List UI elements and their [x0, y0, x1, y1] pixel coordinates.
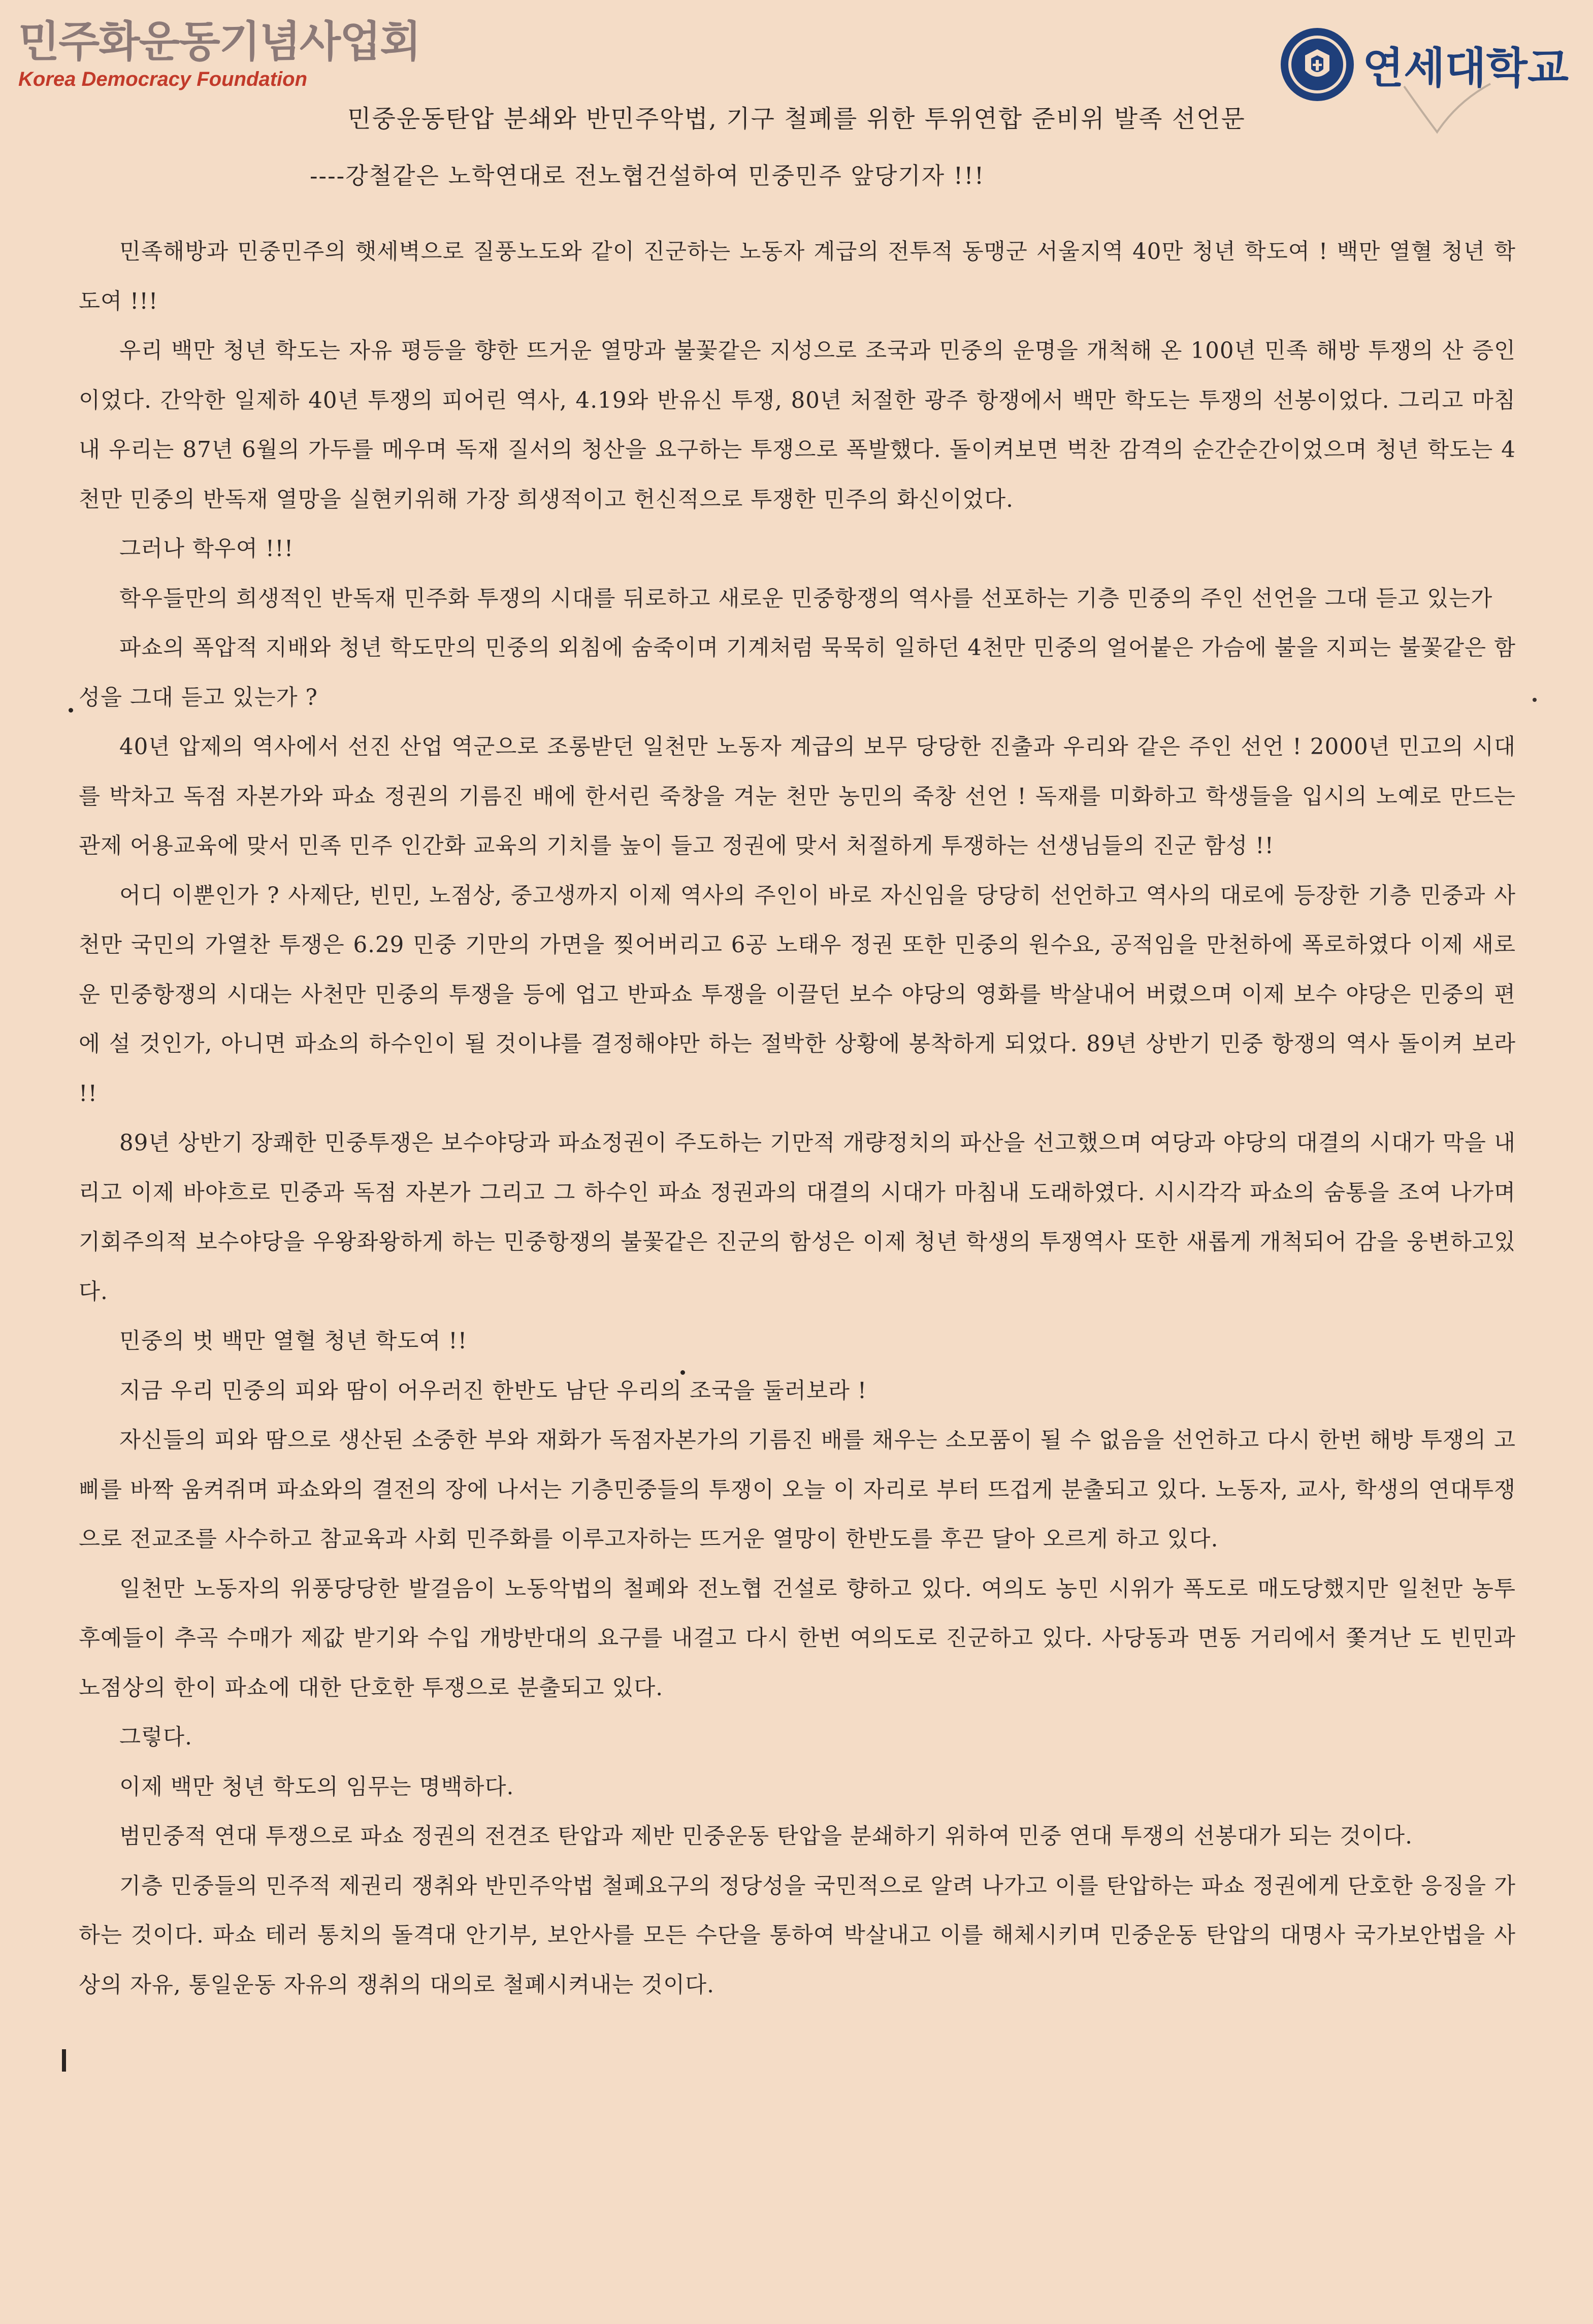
paragraph-10: 지금 우리 민중의 피와 땀이 어우러진 한반도 남단 우리의 조국을 둘러보라 ! [119, 1378, 867, 1404]
university-name: 연세대학교 [1362, 43, 1569, 93]
paragraph-16: 기층 민중들의 민주적 제권리 쟁취와 반민주악법 철폐요구의 정당성을 국민적으로 알려 나가고 이를 탄압하는 파쇼 정권에게 단호한 응징을 가하는 것이다. 파쇼 테러 통치의 돌격대 안기부, 보안사를 모든 수단을 통하여 박살내고 이를 해체시키며 민중운동 탄압의 대명사 국가보안법을 사상의 자유, 통일운동 자유의 쟁취의 대의로 철폐시켜내는 것이다. [79, 1873, 1516, 1998]
paragraph-7: 어디 이뿐인가 ? 사제단, 빈민, 노점상, 중고생까지 이제 역사의 주인이 바로 자신임을 당당히 선언하고 역사의 대로에 등장한 기층 민중과 사천만 국민의 가열찬 투쟁은 6.29 민중 기만의 가면을 찢어버리고 6공 노태우 정권 또한 민중의 원수요, 공적임을 만천하에 폭로하였다 이제 새로운 민중항쟁의 시대는 사천만 민중의 투쟁을 등에 업고 반파쇼 투쟁을 이끌던 보수 야당의 영화를 박살내어 버렸으며 이제 보수 야당은 민중의 편에 설 것인가, 아니면 파쇼의 하수인이 될 것이냐를 결정해야만 하는 절박한 상황에 봉착하게 되었다. 89년 상반기 민중 항쟁의 역사 돌이켜 보라 !! [79, 883, 1516, 1107]
paragraph-4: 학우들만의 희생적인 반독재 민주화 투쟁의 시대를 뒤로하고 새로운 민중항쟁의 역사를 선포하는 기층 민중의 주인 선언을 그대 듣고 있는가 [119, 586, 1493, 611]
ink-dot [680, 1370, 685, 1375]
ink-dot [1533, 698, 1537, 702]
paragraph-3: 그러나 학우여 !!! [119, 536, 294, 562]
korea-democracy-foundation-logo [18, 17, 420, 91]
kdf-name-korean: 민주화운동기념사업회 [18, 17, 420, 67]
kdf-name-english: Korea Democracy Foundation [18, 68, 308, 90]
ink-dot [69, 708, 73, 713]
paragraph-6: 40년 압제의 역사에서 선진 산업 역군으로 조롱받던 일천만 노동자 계급의 보무 당당한 진출과 우리와 같은 주인 선언 ! 2000년 민고의 시대를 박차고 독점 자본가와 파쇼 정권의 기름진 배에 한서린 죽창을 겨눈 천만 농민의 죽창 선언 ! 독재를 미화하고 학생들을 입시의 노예로 만드는 관제 어용교육에 맞서 민족 민주 인간화 교육의 기치를 높이 들고 정권에 맞서 처절하게 투쟁하는 선생님들의 진군 함성 !! [79, 734, 1516, 859]
paragraph-2: 우리 백만 청년 학도는 자유 평등을 향한 뜨거운 열망과 불꽃같은 지성으로 조국과 민중의 운명을 개척해 온 100년 민족 해방 투쟁의 산 증인이었다. 간악한 일제하 40년 투쟁의 피어린 역사, 4.19와 반유신 투쟁, 80년 처절한 광주 항쟁에서 백만 학도는 투쟁의 선봉이었다. 그리고 마침내 우리는 87년 6월의 가두를 메우며 독재 질서의 청산을 요구하는 투쟁으로 폭발했다. 돌이켜보면 벅찬 감격의 순간순간이었으며 청년 학도는 4천만 민중의 반독재 열망을 실현키위해 가장 희생적이고 헌신적으로 투쟁한 민주의 화신이었다. [79, 338, 1516, 512]
paragraph-13: 그렇다. [119, 1725, 192, 1750]
paragraph-15: 범민중적 연대 투쟁으로 파쇼 정권의 전견조 탄압과 제반 민중운동 탄압을 분쇄하기 위하여 민중 연대 투쟁의 선봉대가 되는 것이다. [119, 1824, 1413, 1849]
paragraph-11: 자신들의 피와 땀으로 생산된 소중한 부와 재화가 독점자본가의 기름진 배를 채우는 소모품이 될 수 없음을 선언하고 다시 한번 해방 투쟁의 고삐를 바짝 움켜쥐며 파쇼와의 결전의 장에 나서는 기층민중들의 투쟁이 오늘 이 자리로 부터 뜨겁게 분출되고 있다. 노동자, 교사, 학생의 연대투쟁으로 전교조를 사수하고 참교육과 사회 민주화를 이루고자하는 뜨거운 열망이 한반도를 후끈 달아 오르게 하고 있다. [79, 1428, 1516, 1552]
margin-mark [62, 2049, 66, 2072]
paragraph-8: 89년 상반기 장쾌한 민중투쟁은 보수야당과 파쇼정권이 주도하는 기만적 개량정치의 파산을 선고했으며 여당과 야당의 대결의 시대가 막을 내리고 이제 바야흐로 민중과 독점 자본가 그리고 그 하수인 파쇼 정권과의 대결의 시대가 마침내 도래하였다. 시시각각 파쇼의 숨통을 조여 나가며 기회주의적 보수야당을 우왕좌왕하게 하는 민중항쟁의 불꽃같은 진군의 함성은 이제 청년 학생의 투쟁역사 또한 새롭게 개척되어 감을 웅변하고있다. [79, 1131, 1516, 1305]
document-title: 민중운동탄압 분쇄와 반민주악법, 기구 철폐를 위한 투위연합 준비위 발족 선언문 [347, 105, 1246, 133]
university-seal-icon [1279, 26, 1355, 103]
document-body [79, 228, 1516, 2010]
document-subtitle: ----강철같은 노학연대로 전노협건설하여 민중민주 앞당기자 !!! [310, 162, 985, 189]
paragraph-12: 일천만 노동자의 위풍당당한 발걸음이 노동악법의 철폐와 전노협 건설로 향하고 있다. 여의도 농민 시위가 폭도로 매도당했지만 일천만 농투 후예들이 추곡 수매가 제값 받기와 수입 개방반대의 요구를 내걸고 다시 한번 여의도로 진군하고 있다. 사당동과 면동 거리에서 쫓겨난 도 빈민과 노점상의 한이 파쇼에 대한 단호한 투쟁으로 분출되고 있다. [79, 1576, 1516, 1701]
paragraph-9: 민중의 벗 백만 열혈 청년 학도여 !! [119, 1329, 468, 1354]
paragraph-5: 파쇼의 폭압적 지배와 청년 학도만의 민중의 외침에 숨죽이며 기계처럼 묵묵히 일하던 4천만 민중의 얼어붙은 가슴에 불을 지피는 불꽃같은 함성을 그대 듣고 있는가 ? [79, 635, 1516, 711]
paragraph-1: 민족해방과 민중민주의 햇세벽으로 질풍노도와 같이 진군하는 노동자 계급의 전투적 동맹군 서울지역 40만 청년 학도여 ! 백만 열혈 청년 학도여 !!! [79, 239, 1516, 314]
paragraph-14: 이제 백만 청년 학도의 임무는 명백하다. [119, 1774, 514, 1800]
